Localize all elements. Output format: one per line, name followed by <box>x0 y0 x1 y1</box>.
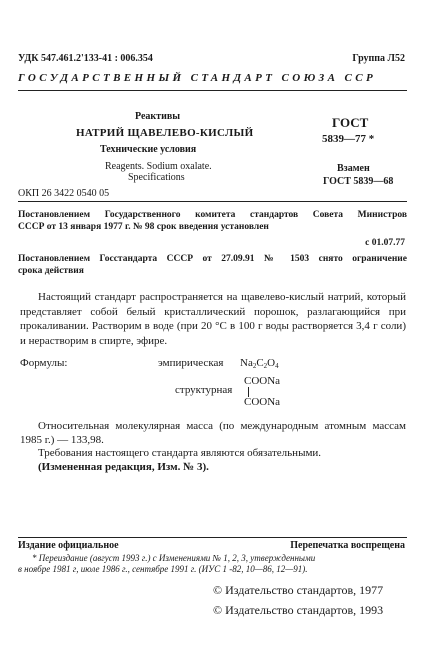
gost-number: 5839—77 * <box>322 133 375 145</box>
title-rule <box>18 201 407 202</box>
structural-label: структурная <box>175 384 233 396</box>
copyright-1993: © Издательство стандартов, 1993 <box>213 603 384 617</box>
header-rule <box>18 90 407 91</box>
okp-code: ОКП 26 3422 0540 05 <box>18 188 110 199</box>
amendment-note: (Измененная редакция, Изм. № 3). <box>38 461 209 473</box>
english-title-line2: Specifications <box>128 172 185 183</box>
gost-label: ГОСТ <box>332 115 369 130</box>
document-subtitle: Технические условия <box>100 144 197 155</box>
copyright-1977: © Издательство стандартов, 1977 <box>213 583 384 597</box>
introduction-date: с 01.07.77 <box>365 238 405 248</box>
description-paragraph: Настоящий стандарт распространяется на щавелево-кислый натрий, который представляет собой белый кристаллический порошок, разлагающийся при прокаливании. Растворим в воде (при 20 °С в 100 г воды растворяется 3,4 г соли) и нерастворим в спирте, эфире. <box>20 291 406 347</box>
category-label: Реактивы <box>135 111 181 122</box>
standard-title: ГОСУДАРСТВЕННЫЙ СТАНДАРТ СОЮЗА ССР <box>18 72 377 84</box>
decree-text1-line2: СССР от 13 января 1977 г. № 98 срок введения установлен <box>18 222 269 232</box>
group-code: Группа Л52 <box>352 53 405 64</box>
udk-code: УДК 547.461.2'133-41 : 006.354 <box>18 53 153 64</box>
replaces-label: Взамен <box>337 163 370 174</box>
empirical-formula: $Na_2C_2O_4$ <box>240 357 279 370</box>
product-name: НАТРИЙ ЩАВЕЛЕВО-КИСЛЫЙ <box>76 127 254 139</box>
english-title-line1: Reagents. Sodium oxalate. <box>105 161 212 172</box>
formulas-label: Формулы: <box>20 357 68 369</box>
structural-coona-top: COONa <box>244 375 281 387</box>
footer-rule <box>18 537 407 538</box>
replaces-value: ГОСТ 5839—68 <box>323 176 394 187</box>
reissue-note-line1: * Переиздание (август 1993 г.) с Изменениями № 1, 2, 3, утвержденными <box>32 553 316 563</box>
molecular-mass-paragraph: Относительная молекулярная масса (по международным атомным массам 1985 г.) — 133,98. <box>20 420 406 446</box>
decree-text2-line1: Постановлением Госстандарта СССР от 27.09.91 № 1503 снято ограничение <box>18 254 407 264</box>
reissue-note-line2: в ноябре 1981 г, июле 1986 г., сентябре 1991 г. (ИУС 1 -82, 10—86, 12—91). <box>18 564 308 574</box>
structural-coona-bottom: COONa <box>244 396 281 408</box>
edition-label: Издание официальное <box>18 540 119 551</box>
reprint-notice: Перепечатка воспрещена <box>290 540 405 551</box>
mandatory-paragraph: Требования настоящего стандарта являются обязательными. <box>38 447 322 459</box>
decree-text2-line2: срока действия <box>18 266 84 276</box>
empirical-label: эмпирическая <box>158 357 224 369</box>
decree-text1-line1: Постановлением Государственного комитета стандартов Совета Министров <box>18 210 407 220</box>
